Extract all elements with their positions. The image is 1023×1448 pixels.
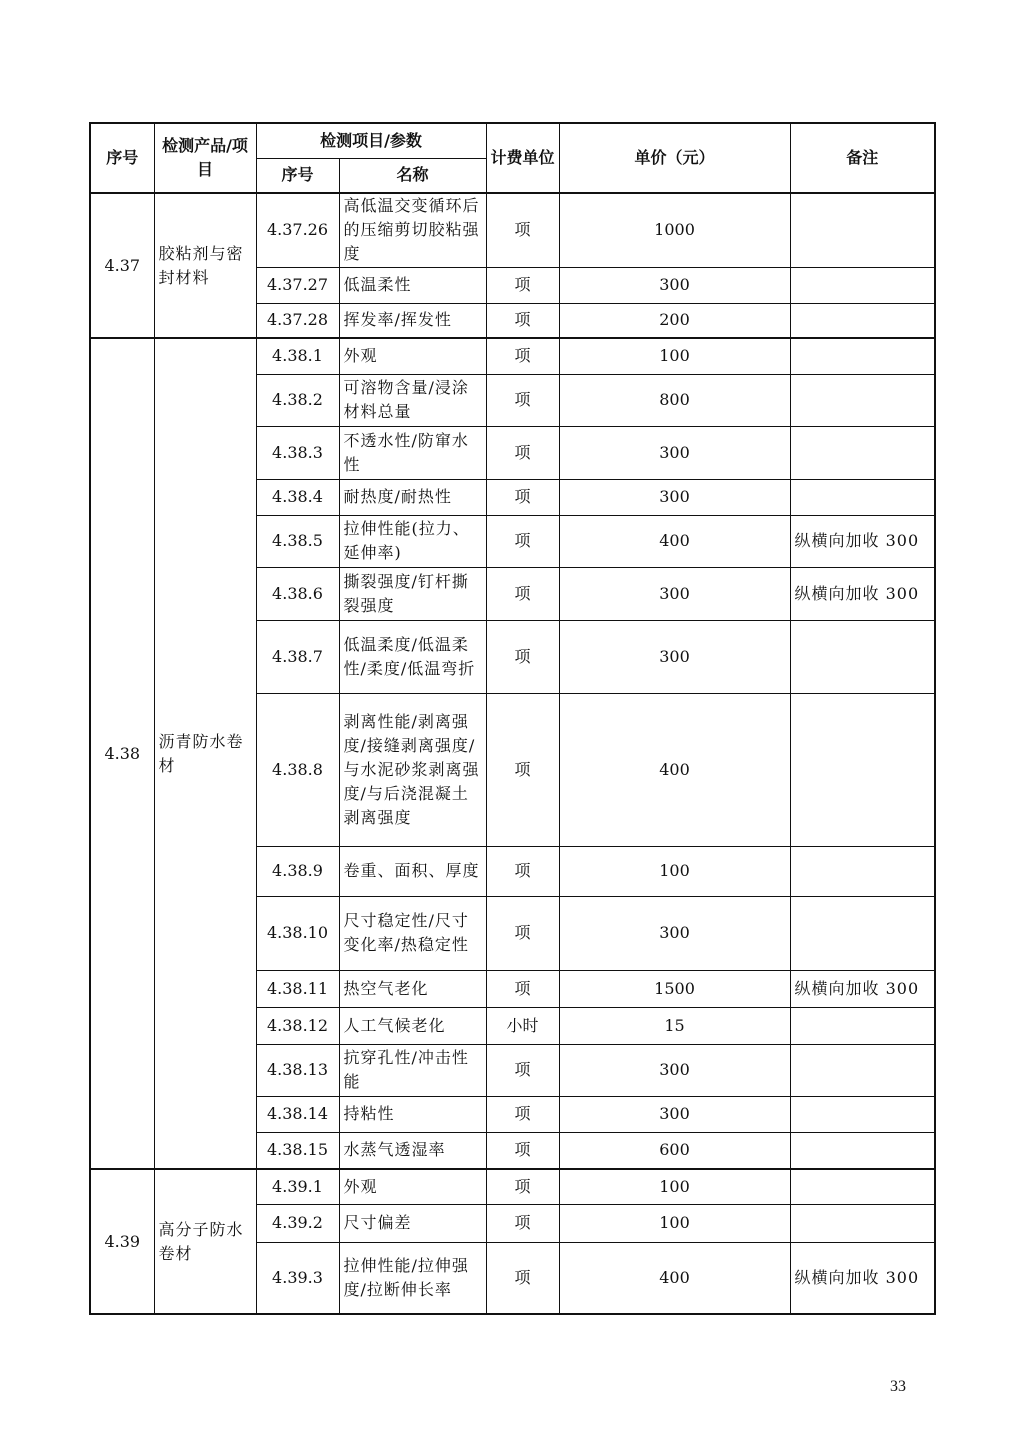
item-price: 400 xyxy=(559,1242,790,1314)
item-price: 100 xyxy=(559,1204,790,1242)
item-seq: 4.38.15 xyxy=(256,1132,339,1169)
group-product: 高分子防水卷材 xyxy=(154,1169,256,1314)
item-price: 100 xyxy=(559,1169,790,1204)
table-row xyxy=(90,193,935,267)
item-name: 高低温交变循环后的压缩剪切胶粘强度 xyxy=(339,193,486,267)
item-price: 200 xyxy=(559,303,790,338)
header-price: 单价（元） xyxy=(559,123,790,193)
item-note xyxy=(790,846,935,896)
item-note xyxy=(790,426,935,479)
item-note xyxy=(790,1204,935,1242)
item-seq: 4.38.12 xyxy=(256,1007,339,1044)
item-name: 人工气候老化 xyxy=(339,1007,486,1044)
item-seq: 4.39.1 xyxy=(256,1169,339,1204)
table-row xyxy=(90,338,935,374)
table-row xyxy=(90,1169,935,1204)
item-note: 纵横向加收 300 xyxy=(790,970,935,1007)
item-unit: 项 xyxy=(486,374,559,426)
item-seq: 4.39.3 xyxy=(256,1242,339,1314)
item-seq: 4.38.1 xyxy=(256,338,339,374)
group-4-39 xyxy=(90,1169,935,1314)
item-unit: 项 xyxy=(486,896,559,970)
item-unit: 项 xyxy=(486,1242,559,1314)
item-seq: 4.38.2 xyxy=(256,374,339,426)
item-price: 800 xyxy=(559,374,790,426)
item-unit: 项 xyxy=(486,479,559,515)
group-number: 4.39 xyxy=(90,1169,154,1314)
group-product: 胶粘剂与密封材料 xyxy=(154,193,256,338)
item-note xyxy=(790,1132,935,1169)
item-seq: 4.38.7 xyxy=(256,620,339,693)
item-price: 100 xyxy=(559,846,790,896)
table-header xyxy=(90,123,935,193)
page-number: 33 xyxy=(890,1378,906,1395)
item-price: 300 xyxy=(559,620,790,693)
item-price: 1000 xyxy=(559,193,790,267)
item-seq: 4.38.6 xyxy=(256,567,339,620)
group-4-38 xyxy=(90,338,935,1169)
item-price: 400 xyxy=(559,515,790,567)
item-unit: 项 xyxy=(486,620,559,693)
item-name: 持粘性 xyxy=(339,1096,486,1132)
item-name: 剥离性能/剥离强度/接缝剥离强度/与水泥砂浆剥离强度/与后浇混凝土剥离强度 xyxy=(339,693,486,846)
item-note xyxy=(790,303,935,338)
item-price: 300 xyxy=(559,479,790,515)
item-seq: 4.38.11 xyxy=(256,970,339,1007)
item-price: 300 xyxy=(559,1044,790,1096)
item-seq: 4.37.27 xyxy=(256,267,339,303)
item-seq: 4.38.14 xyxy=(256,1096,339,1132)
item-unit: 项 xyxy=(486,846,559,896)
item-price: 300 xyxy=(559,896,790,970)
item-unit: 项 xyxy=(486,1204,559,1242)
item-price: 300 xyxy=(559,267,790,303)
header-note: 备注 xyxy=(790,123,935,193)
group-number: 4.38 xyxy=(90,338,154,1169)
item-price: 300 xyxy=(559,1096,790,1132)
item-name: 外观 xyxy=(339,1169,486,1204)
item-unit: 项 xyxy=(486,338,559,374)
item-seq: 4.38.3 xyxy=(256,426,339,479)
item-unit: 项 xyxy=(486,193,559,267)
item-seq: 4.38.9 xyxy=(256,846,339,896)
item-price: 600 xyxy=(559,1132,790,1169)
item-note xyxy=(790,620,935,693)
item-name: 热空气老化 xyxy=(339,970,486,1007)
header-item-seq: 序号 xyxy=(256,158,339,193)
group-product: 沥青防水卷材 xyxy=(154,338,256,1169)
item-seq: 4.38.10 xyxy=(256,896,339,970)
item-seq: 4.38.5 xyxy=(256,515,339,567)
item-seq: 4.37.26 xyxy=(256,193,339,267)
item-note xyxy=(790,1096,935,1132)
item-unit: 项 xyxy=(486,426,559,479)
group-4-37 xyxy=(90,193,935,338)
header-item-group: 检测项目/参数 xyxy=(256,123,486,158)
header-unit: 计费单位 xyxy=(486,123,559,193)
fee-table xyxy=(89,122,936,1315)
item-price: 300 xyxy=(559,567,790,620)
item-note: 纵横向加收 300 xyxy=(790,1242,935,1314)
item-name: 挥发率/挥发性 xyxy=(339,303,486,338)
item-name: 拉伸性能/拉伸强度/拉断伸长率 xyxy=(339,1242,486,1314)
item-unit: 项 xyxy=(486,515,559,567)
item-unit: 项 xyxy=(486,1132,559,1169)
item-name: 尺寸稳定性/尺寸变化率/热稳定性 xyxy=(339,896,486,970)
item-note xyxy=(790,338,935,374)
item-unit: 项 xyxy=(486,567,559,620)
item-name: 尺寸偏差 xyxy=(339,1204,486,1242)
item-price: 1500 xyxy=(559,970,790,1007)
item-unit: 项 xyxy=(486,693,559,846)
item-seq: 4.39.2 xyxy=(256,1204,339,1242)
item-unit: 项 xyxy=(486,970,559,1007)
item-note xyxy=(790,374,935,426)
header-seq: 序号 xyxy=(90,123,154,193)
item-name: 拉伸性能(拉力、延伸率) xyxy=(339,515,486,567)
item-price: 300 xyxy=(559,426,790,479)
item-note xyxy=(790,1007,935,1044)
item-unit: 项 xyxy=(486,267,559,303)
item-unit: 项 xyxy=(486,303,559,338)
item-unit: 小时 xyxy=(486,1007,559,1044)
item-name: 不透水性/防窜水性 xyxy=(339,426,486,479)
item-price: 100 xyxy=(559,338,790,374)
item-note xyxy=(790,896,935,970)
item-unit: 项 xyxy=(486,1044,559,1096)
item-name: 可溶物含量/浸涂材料总量 xyxy=(339,374,486,426)
item-name: 低温柔度/低温柔性/柔度/低温弯折 xyxy=(339,620,486,693)
item-name: 外观 xyxy=(339,338,486,374)
item-seq: 4.37.28 xyxy=(256,303,339,338)
item-note: 纵横向加收 300 xyxy=(790,515,935,567)
item-note xyxy=(790,1044,935,1096)
item-seq: 4.38.4 xyxy=(256,479,339,515)
item-price: 15 xyxy=(559,1007,790,1044)
header-product: 检测产品/项目 xyxy=(154,123,256,193)
item-note xyxy=(790,479,935,515)
group-number: 4.37 xyxy=(90,193,154,338)
item-note xyxy=(790,1169,935,1204)
item-note: 纵横向加收 300 xyxy=(790,567,935,620)
item-unit: 项 xyxy=(486,1169,559,1204)
item-name: 抗穿孔性/冲击性能 xyxy=(339,1044,486,1096)
item-name: 低温柔性 xyxy=(339,267,486,303)
item-note xyxy=(790,693,935,846)
item-note xyxy=(790,193,935,267)
item-seq: 4.38.13 xyxy=(256,1044,339,1096)
item-name: 卷重、面积、厚度 xyxy=(339,846,486,896)
item-name: 耐热度/耐热性 xyxy=(339,479,486,515)
item-price: 400 xyxy=(559,693,790,846)
item-unit: 项 xyxy=(486,1096,559,1132)
item-seq: 4.38.8 xyxy=(256,693,339,846)
item-name: 水蒸气透湿率 xyxy=(339,1132,486,1169)
item-note xyxy=(790,267,935,303)
header-item-name: 名称 xyxy=(339,158,486,193)
item-name: 撕裂强度/钉杆撕裂强度 xyxy=(339,567,486,620)
